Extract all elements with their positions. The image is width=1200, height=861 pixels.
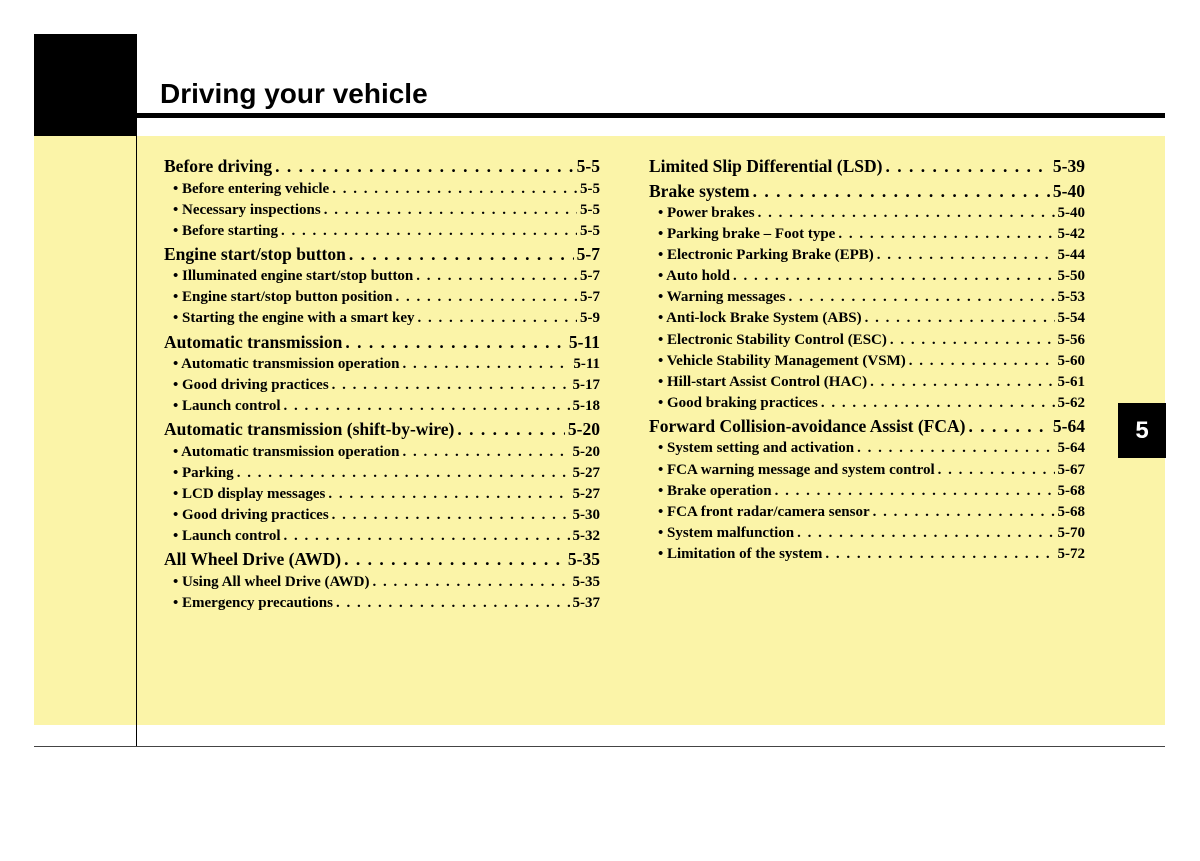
toc-entry-page: 5-39 — [1052, 156, 1085, 176]
toc-dot-leader — [886, 154, 1050, 179]
toc-dot-leader — [324, 200, 577, 221]
toc-entry-page: 5-42 — [1057, 226, 1085, 243]
toc-subsection-entry[interactable] — [649, 308, 1085, 329]
toc-subsection-entry[interactable] — [649, 224, 1085, 245]
toc-subsection-entry[interactable] — [164, 221, 600, 242]
toc-subsection-entry[interactable] — [649, 502, 1085, 523]
toc-subsection-entry[interactable] — [649, 393, 1085, 414]
toc-entry-label: • Necessary inspections — [173, 201, 321, 218]
toc-dot-leader — [797, 523, 1054, 544]
toc-entry-page: 5-20 — [567, 419, 600, 440]
toc-subsection-entry[interactable] — [649, 481, 1085, 502]
toc-left-column — [164, 154, 600, 614]
toc-entry-label: • Launch control — [173, 528, 281, 545]
toc-entry-page: 5-30 — [572, 507, 600, 524]
toc-dot-leader — [870, 372, 1054, 393]
toc-entry-label: • Parking brake – Foot type — [658, 226, 836, 243]
toc-dot-leader — [275, 154, 574, 179]
toc-entry-label: • Using All wheel Drive (AWD) — [173, 573, 370, 590]
toc-entry-label: • Automatic transmission operation — [173, 356, 400, 373]
toc-dot-leader — [753, 179, 1050, 204]
toc-dot-leader — [857, 438, 1054, 459]
toc-dot-leader — [457, 417, 565, 442]
toc-subsection-entry[interactable] — [164, 308, 600, 329]
toc-entry-page: 5-54 — [1057, 310, 1085, 327]
toc-entry-label: • Automatic transmission operation — [173, 443, 400, 460]
toc-entry-label: • Before entering vehicle — [173, 180, 330, 197]
toc-dot-leader — [418, 308, 578, 329]
toc-entry-page: 5-35 — [572, 573, 600, 590]
toc-subsection-entry[interactable] — [649, 245, 1085, 266]
toc-subsection-entry[interactable] — [164, 179, 600, 200]
toc-entry-label: • Limitation of the system — [658, 545, 823, 562]
toc-entry-page: 5-27 — [572, 464, 600, 481]
toc-dot-leader — [237, 463, 570, 484]
toc-subsection-entry[interactable] — [649, 266, 1085, 287]
toc-entry-page: 5-32 — [572, 528, 600, 545]
toc-dot-leader — [336, 593, 570, 614]
toc-subsection-entry[interactable] — [649, 460, 1085, 481]
toc-subsection-entry[interactable] — [649, 351, 1085, 372]
toc-dot-leader — [909, 351, 1055, 372]
toc-entry-label: • Vehicle Stability Management (VSM) — [658, 352, 906, 369]
toc-entry-label: • System malfunction — [658, 524, 795, 541]
toc-entry-label: • Good driving practices — [173, 507, 329, 524]
toc-entry-page: 5-35 — [567, 549, 600, 570]
toc-dot-leader — [332, 375, 570, 396]
toc-entry-page: 5-56 — [1057, 331, 1085, 348]
toc-dot-leader — [328, 484, 569, 505]
toc-entry-label: • FCA front radar/camera sensor — [658, 503, 870, 520]
toc-entry-page: 5-5 — [580, 222, 600, 239]
toc-entry-label: • Brake operation — [658, 482, 772, 499]
toc-entry-page: 5-9 — [580, 310, 600, 327]
toc-subsection-entry[interactable] — [649, 438, 1085, 459]
toc-dot-leader — [838, 224, 1054, 245]
toc-dot-leader — [873, 502, 1055, 523]
toc-entry-page: 5-40 — [1052, 180, 1085, 201]
toc-entry-page: 5-72 — [1057, 545, 1085, 562]
toc-subsection-entry[interactable] — [164, 484, 600, 505]
toc-dot-leader — [733, 266, 1055, 287]
toc-entry-label: • Anti-lock Brake System (ABS) — [658, 310, 862, 327]
toc-entry-label: • Engine start/stop button position — [173, 289, 393, 306]
toc-dot-leader — [345, 330, 565, 355]
toc-dot-leader — [821, 393, 1055, 414]
toc-entry-label: • Auto hold — [658, 268, 730, 285]
toc-entry-page: 5-64 — [1057, 440, 1085, 457]
toc-entry-page: 5-70 — [1057, 524, 1085, 541]
toc-dot-leader — [332, 179, 577, 200]
toc-subsection-entry[interactable] — [649, 287, 1085, 308]
page-title: Driving your vehicle — [160, 78, 428, 109]
toc-entry-page: 5-11 — [568, 331, 600, 352]
toc-subsection-entry[interactable] — [164, 375, 600, 396]
toc-entry-label: Automatic transmission (shift-by-wire) — [164, 419, 455, 440]
toc-subsection-entry[interactable] — [649, 523, 1085, 544]
toc-entry-label: • Illuminated engine start/stop button — [173, 268, 414, 285]
toc-entry-page: 5-53 — [1057, 289, 1085, 306]
margin-rule — [136, 136, 137, 747]
toc-section-entry[interactable] — [164, 330, 600, 355]
toc-entry-page: 5-11 — [573, 356, 600, 373]
toc-dot-leader — [938, 460, 1055, 481]
toc-entry-label: • Electronic Stability Control (ESC) — [658, 331, 887, 348]
toc-dot-leader — [344, 547, 565, 572]
toc-entry-page: 5-17 — [572, 377, 600, 394]
toc-dot-leader — [403, 354, 571, 375]
toc-entry-label: • Emergency precautions — [173, 594, 333, 611]
toc-dot-leader — [968, 414, 1049, 439]
toc-entry-label: • FCA warning message and system control — [658, 461, 935, 478]
toc-entry-page: 5-67 — [1057, 461, 1085, 478]
toc-entry-page: 5-20 — [572, 443, 600, 460]
toc-entry-page: 5-18 — [572, 398, 600, 415]
toc-entry-page: 5-64 — [1052, 415, 1085, 436]
toc-subsection-entry[interactable] — [164, 442, 600, 463]
toc-dot-leader — [877, 245, 1055, 266]
toc-subsection-entry[interactable] — [164, 396, 600, 417]
toc-entry-page: 5-40 — [1057, 205, 1085, 221]
toc-entry-page: 5-5 — [576, 156, 600, 176]
toc-subsection-entry[interactable] — [164, 572, 600, 593]
toc-subsection-entry[interactable] — [649, 372, 1085, 393]
toc-section-entry[interactable] — [649, 179, 1085, 204]
toc-dot-leader — [416, 266, 577, 287]
toc-section-entry[interactable] — [649, 154, 1085, 179]
toc-dot-leader — [865, 308, 1055, 329]
toc-dot-leader — [403, 442, 570, 463]
toc-entry-label: Forward Collision-avoidance Assist (FCA) — [649, 415, 966, 436]
toc-subsection-entry[interactable] — [164, 287, 600, 308]
toc-entry-label: Engine start/stop button — [164, 243, 346, 264]
toc-dot-leader — [825, 544, 1054, 565]
toc-right-column — [649, 154, 1085, 565]
toc-entry-page: 5-50 — [1057, 268, 1085, 285]
toc-dot-leader — [284, 396, 570, 417]
toc-entry-page: 5-5 — [580, 180, 600, 197]
toc-subsection-entry[interactable] — [164, 266, 600, 287]
toc-entry-label: • Parking — [173, 464, 234, 481]
toc-entry-page: 5-44 — [1057, 247, 1085, 264]
toc-section-entry[interactable] — [164, 154, 600, 179]
toc-entry-label: • Power brakes — [658, 205, 755, 221]
chapter-tab[interactable]: 5 — [1118, 403, 1166, 458]
toc-entry-page: 5-7 — [580, 289, 600, 306]
toc-subsection-entry[interactable] — [164, 200, 600, 221]
toc-entry-page: 5-62 — [1057, 394, 1085, 411]
toc-entry-label: • System setting and activation — [658, 440, 855, 457]
toc-entry-label: • Before starting — [173, 222, 278, 239]
toc-dot-leader — [775, 481, 1055, 502]
toc-dot-leader — [332, 505, 570, 526]
toc-entry-label: • Good braking practices — [658, 394, 818, 411]
footer-rule — [34, 746, 1165, 747]
title-rule — [137, 113, 1165, 118]
toc-dot-leader — [758, 203, 1055, 224]
toc-entry-label: Before driving — [164, 156, 273, 176]
toc-entry-label: Brake system — [649, 180, 750, 201]
toc-section-entry[interactable] — [649, 414, 1085, 439]
toc-section-entry[interactable] — [164, 547, 600, 572]
toc-subsection-entry[interactable] — [649, 544, 1085, 565]
toc-entry-label: • Starting the engine with a smart key — [173, 310, 415, 327]
toc-entry-page: 5-61 — [1057, 373, 1085, 390]
toc-entry-page: 5-27 — [572, 486, 600, 503]
toc-subsection-entry[interactable] — [164, 463, 600, 484]
toc-entry-label: • LCD display messages — [173, 486, 326, 503]
toc-entry-label: • Hill-start Assist Control (HAC) — [658, 373, 868, 390]
toc-subsection-entry[interactable] — [649, 330, 1085, 351]
toc-entry-page: 5-37 — [572, 594, 600, 611]
toc-entry-page: 5-7 — [576, 243, 600, 264]
toc-subsection-entry[interactable] — [164, 593, 600, 614]
toc-dot-leader — [373, 572, 570, 593]
toc-subsection-entry[interactable] — [164, 505, 600, 526]
toc-dot-leader — [890, 330, 1055, 351]
toc-entry-page: 5-5 — [580, 201, 600, 218]
toc-subsection-entry[interactable] — [164, 354, 600, 375]
toc-entry-label: • Electronic Parking Brake (EPB) — [658, 247, 874, 264]
toc-entry-label: All Wheel Drive (AWD) — [164, 549, 342, 570]
toc-dot-leader — [284, 526, 570, 547]
toc-entry-page: 5-60 — [1057, 352, 1085, 369]
toc-entry-label: • Warning messages — [658, 289, 786, 306]
toc-dot-leader — [395, 287, 577, 308]
toc-entry-label: Limited Slip Differential (LSD) — [649, 156, 883, 176]
header-black-block — [34, 34, 137, 136]
toc-entry-label: • Launch control — [173, 398, 281, 415]
toc-dot-leader — [789, 287, 1055, 308]
toc-entry-label: • Good driving practices — [173, 377, 329, 394]
toc-dot-leader — [281, 221, 577, 242]
toc-section-entry[interactable] — [164, 242, 600, 267]
toc-entry-page: 5-68 — [1057, 503, 1085, 520]
toc-entry-page: 5-7 — [580, 268, 600, 285]
toc-entry-page: 5-68 — [1057, 482, 1085, 499]
toc-entry-label: Automatic transmission — [164, 331, 343, 352]
toc-subsection-entry[interactable] — [649, 203, 1085, 224]
toc-dot-leader — [349, 242, 574, 267]
toc-subsection-entry[interactable] — [164, 526, 600, 547]
toc-section-entry[interactable] — [164, 417, 600, 442]
